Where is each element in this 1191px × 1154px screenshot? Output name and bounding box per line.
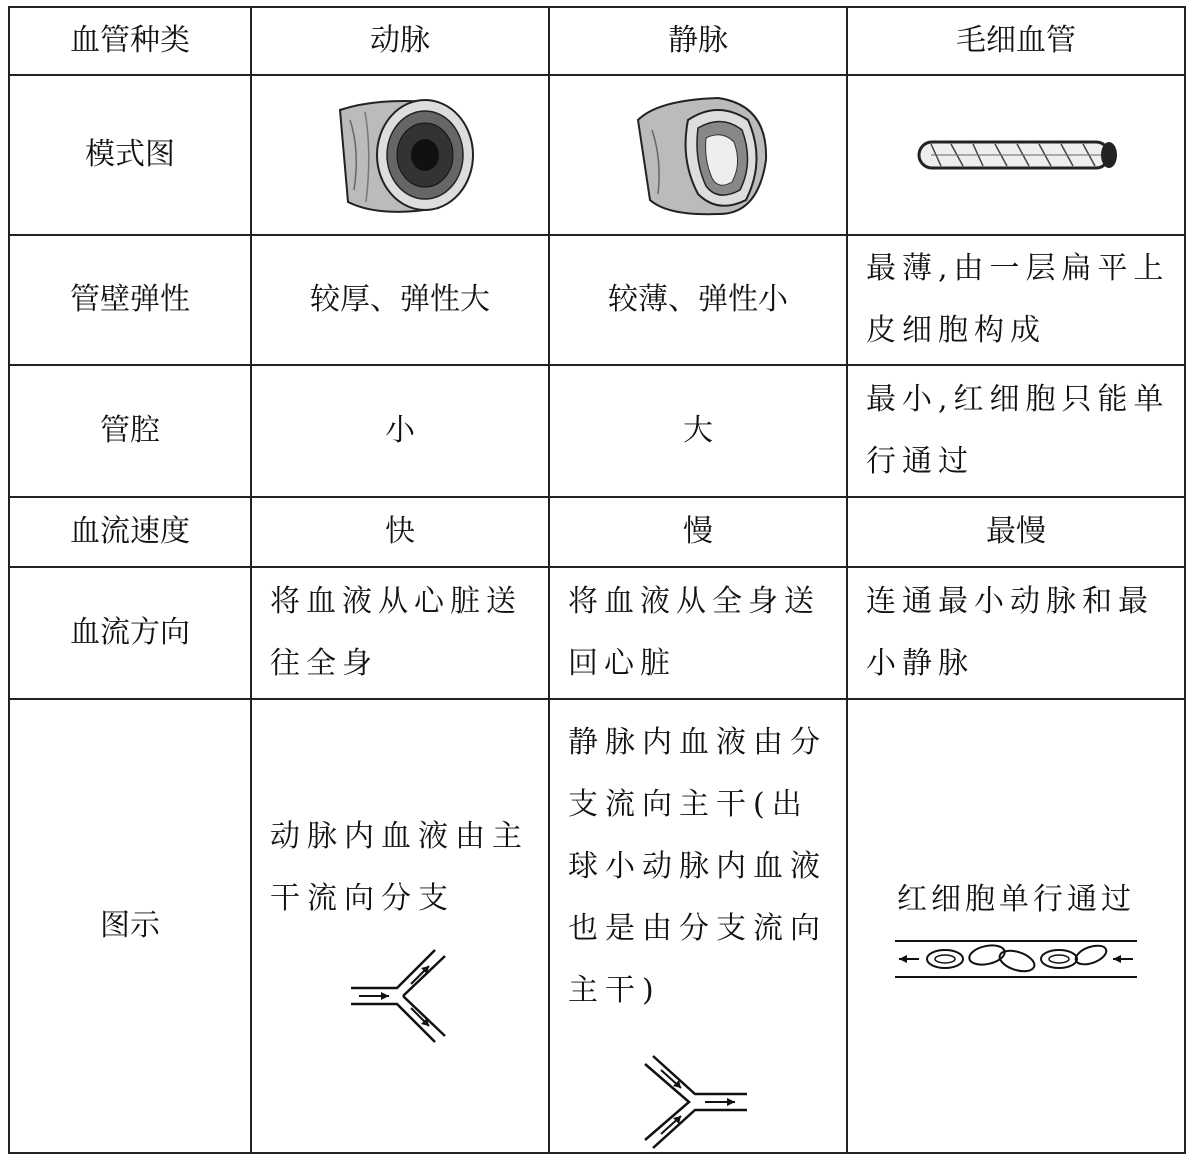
artery-wall: 较厚、弹性大 [251, 235, 549, 365]
diagram-row [9, 75, 1185, 235]
vein-direction: 将血液从全身送回心脏 [549, 567, 847, 699]
vein-illustration-cell [549, 699, 847, 1153]
header-capillary: 毛细血管 [847, 7, 1185, 75]
vein-cross-section-icon [618, 90, 778, 220]
capillary-lumen: 最小,红细胞只能单行通过 [847, 365, 1185, 497]
vein-merge-flow-icon [643, 1052, 753, 1152]
vein-wall: 较薄、弹性小 [549, 235, 847, 365]
artery-branch-flow-icon [345, 946, 455, 1046]
lumen-row [9, 365, 1185, 497]
vein-diagram-cell [549, 75, 847, 235]
wall-row [9, 235, 1185, 365]
artery-direction: 将血液从心脏送往全身 [251, 567, 549, 699]
artery-illustration-cell [251, 699, 549, 1153]
artery-lumen: 小 [251, 365, 549, 497]
direction-row [9, 567, 1185, 699]
red-blood-cell-single-file-icon [891, 935, 1141, 983]
label-illustration: 图示 [9, 699, 251, 1153]
header-vein: 静脉 [549, 7, 847, 75]
vein-lumen: 大 [549, 365, 847, 497]
label-diagram: 模式图 [9, 75, 251, 235]
artery-speed: 快 [251, 497, 549, 567]
capillary-speed: 最慢 [847, 497, 1185, 567]
header-artery: 动脉 [251, 7, 549, 75]
capillary-illustration-cell [847, 699, 1185, 1153]
capillary-illustration-text: 红细胞单行通过 [897, 882, 1135, 917]
header-row [9, 7, 1185, 75]
capillary-direction: 连通最小动脉和最小静脉 [847, 567, 1185, 699]
capillary-wall: 最薄,由一层扁平上皮细胞构成 [847, 235, 1185, 365]
label-wall-elasticity: 管壁弹性 [9, 235, 251, 365]
label-lumen: 管腔 [9, 365, 251, 497]
illustration-row [9, 699, 1185, 1153]
capillary-tube-icon [911, 130, 1121, 180]
artery-illustration-text: 动脉内血液由主干流向分支 [270, 819, 529, 916]
label-blood-flow-direction: 血流方向 [9, 567, 251, 699]
vein-illustration-text: 静脉内血液由分支流向主干(出球小动脉内血液也是由分支流向主干) [568, 725, 827, 1008]
label-blood-flow-speed: 血流速度 [9, 497, 251, 567]
speed-row [9, 497, 1185, 567]
vein-speed: 慢 [549, 497, 847, 567]
artery-cross-section-icon [320, 90, 480, 220]
header-vessel-type: 血管种类 [9, 7, 251, 75]
blood-vessel-table [8, 6, 1186, 1154]
artery-diagram-cell [251, 75, 549, 235]
capillary-diagram-cell [847, 75, 1185, 235]
